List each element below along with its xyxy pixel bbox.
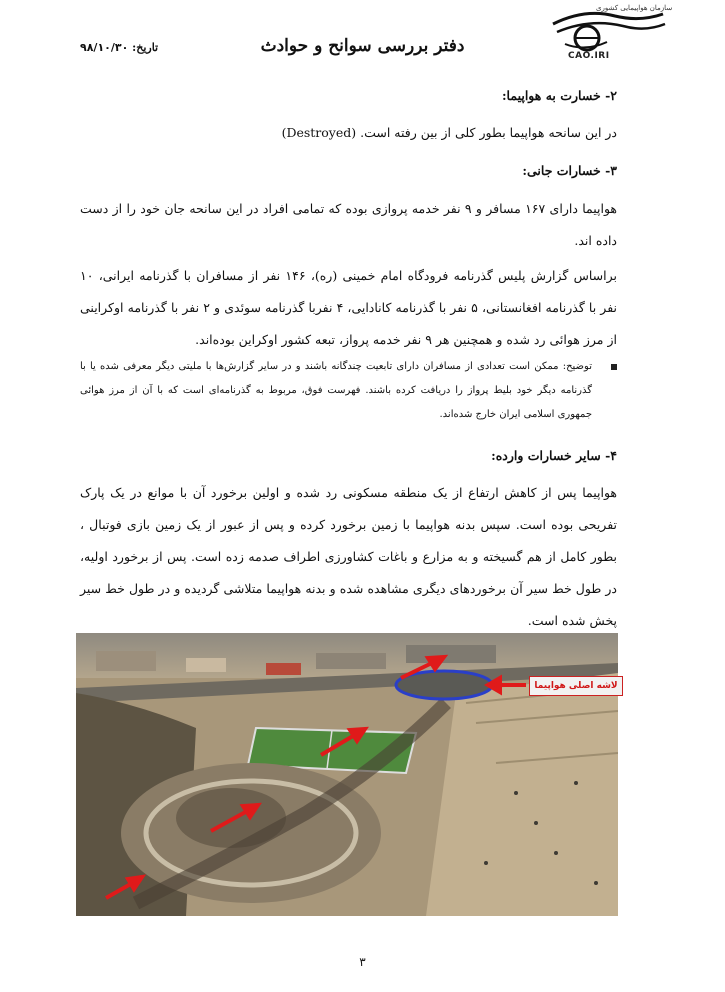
paragraph-damage: در این سانحه هواپیما بطور کلی از بین رفته است. (Destroyed) [281,125,617,140]
logo-script: سازمان هواپیمایی کشوری [596,4,673,12]
bullet-icon [611,364,617,370]
paragraph-other-damage: هواپیما پس از کاهش ارتفاع از یک منطقه مسکونی رد شده و اولین برخورد آن با موانع در یک پارک تفریحی بوده است. سپس بدنه هواپیما با زمین برخورد کرده و پس از عبور از یک زمین بازی فوتبال ، بطور کامل از هم گسیخته و به مزارع و باغات کشاورزی اطراف صدمه زده است. پس از برخورد اولیه، در طول خط سیر آن برخوردهای دیگری مشاهده شده و بدنه هواپیما متلاشی گردیده و در طول خط سیر پخش شده است. [80,485,617,628]
date-value: ۹۸/۱۰/۳۰ [80,41,129,54]
date-field [80,41,158,54]
page-number: ۳ [359,955,366,969]
paragraph-casualties-2: براساس گزارش پلیس گذرنامه فرودگاه امام خمینی (ره)، ۱۴۶ نفر از مسافران با گذرنامه ایرانی، ۱۰ نفر با گذرنامه افغانستانی، ۵ نفر با گذرنامه کانادایی، ۴ نفربا گذرنامه سوئدی و ۲ نفر با گذرنامه اوکراینی از مرز هوائی رد شده و همچنین هر ۹ نفر خدمه پرواز، تبعه کشور اوکراین بوده‌اند. [80,268,617,347]
section-heading-damage: ۲- خسارت به هواپیما: [501,88,617,103]
section-heading-other-damage: ۴- سایر خسارات وارده: [491,448,617,463]
casualties-note: توضیح: ممکن است تعدادی از مسافران دارای تابعیت چندگانه باشند و در سایر گزارش‌ها با ملیتی دیگر معرفی شده یا با گذرنامه دیگر خود بلیط پرواز را دریافت کرده باشند. فهرست فوق، مربوط به گذرنامه‌ای است که با آن از مرز هوائی جمهوری اسلامی ایران خارج شده‌اند. [80,361,592,420]
date-label: تاریخ: [132,41,159,54]
paragraph-casualties-1: هواپیما دارای ۱۶۷ مسافر و ۹ نفر خدمه پروازی بوده که تمامی افراد در این سانحه جان خود را از دست داده اند. [80,201,618,248]
logo-text: CAO.IRI [568,51,610,61]
section-heading-casualties: ۳- خسارات جانی: [522,163,617,178]
main-wreckage-label: لاشه اصلی هواپیما [529,676,623,696]
page-title: دفتر بررسی سوانح و حوادث [260,36,465,56]
